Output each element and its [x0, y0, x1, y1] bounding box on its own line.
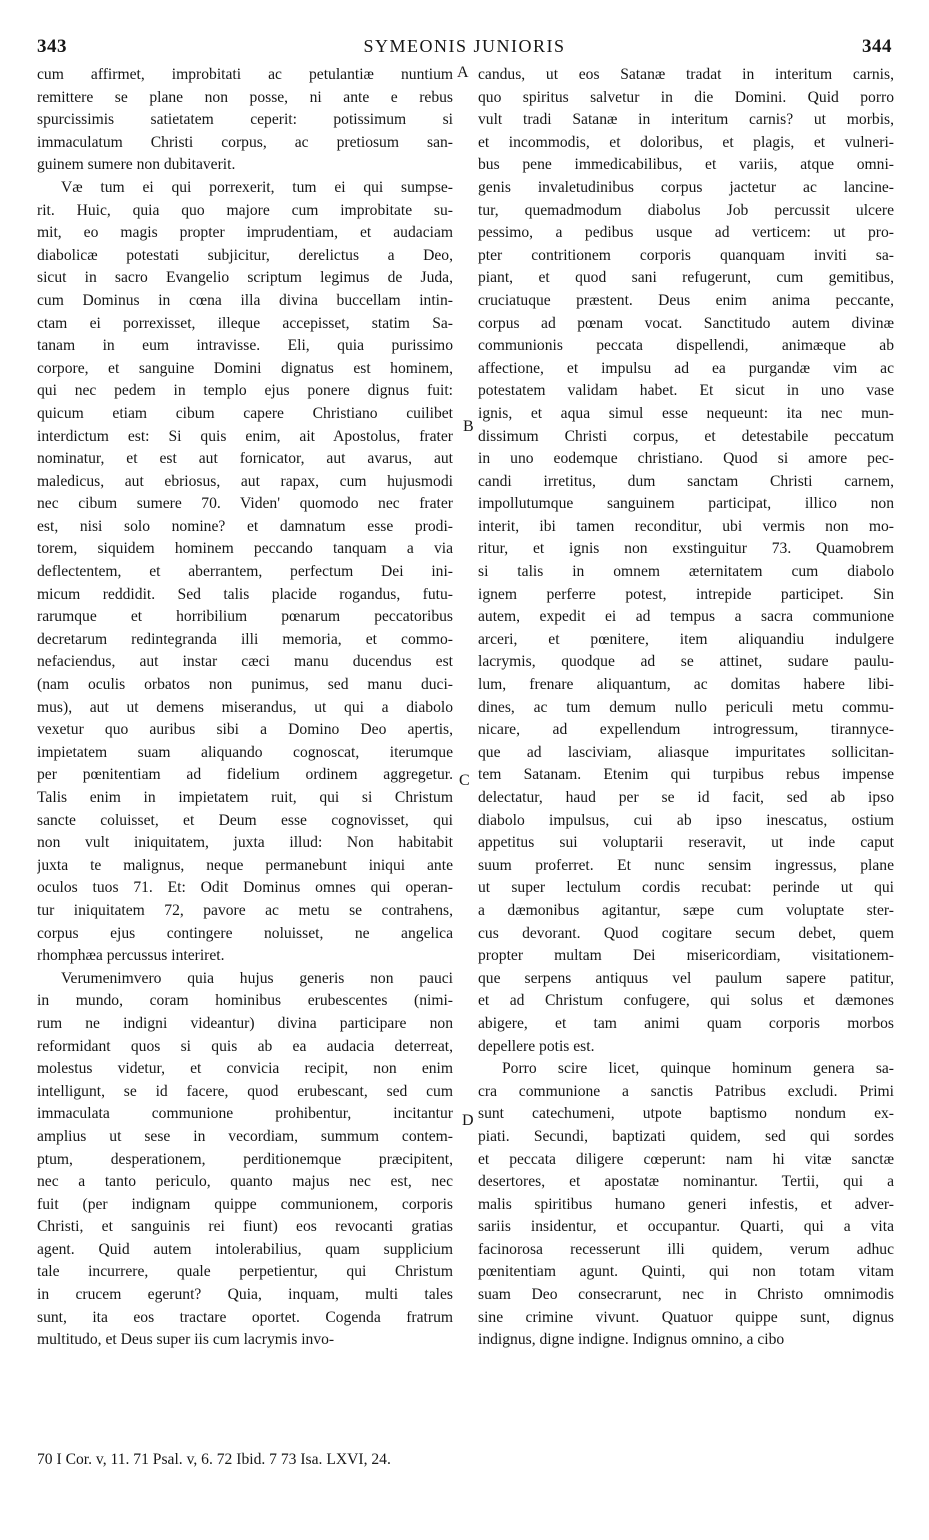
- text-line: multitudo, et Deus super iis cum lacrymis invo-: [37, 1331, 335, 1349]
- text-line: diabolicæ potestati subjicitur, derelictus a Deo,: [37, 246, 453, 264]
- text-line: pœnitentiam agunt. Quinti, qui non totam vitam: [478, 1263, 894, 1281]
- text-line: tanam in eum intravisse. Eli, quia purissimo: [37, 337, 453, 355]
- text-line: reformidant quos si quis ab ea audacia deterreat,: [37, 1037, 453, 1055]
- text-line: arceri, et pœnitere, item aliquandiu indulgere: [478, 630, 894, 648]
- text-line: quo spiritus salvetur in die Domini. Quid porro: [478, 88, 894, 106]
- text-line: que serpens antiquus vel paulum sapere patitur,: [478, 969, 894, 987]
- text-line: lum, frenare aliquantum, ac domitas habere libi-: [478, 676, 894, 694]
- text-line: desertores, et apostatæ nominantur. Tertii, qui a: [478, 1173, 894, 1191]
- text-line: nec a tanto periculo, quanto majus nec est, nec: [37, 1173, 453, 1191]
- text-line: est, nisi solo nomine? et damnatum esse prodi-: [37, 517, 453, 535]
- text-line: micum reddidit. Sed talis placide rogandus, futu-: [37, 585, 453, 603]
- footnotes: 70 I Cor. v, 11. 71 Psal. v, 6. 72 Ibid. 7 73 Isa. LXVI, 24.: [37, 1451, 391, 1468]
- text-line: abigere, et tam animi quam corporis morbos: [478, 1014, 894, 1032]
- text-line: non vult iniquitatem, juxta illud: Non habitabit: [37, 834, 453, 852]
- text-line: bus pene immedicabilibus, et variis, atque omni-: [478, 156, 894, 174]
- text-line: (nam oculis orbatos non punimus, sed manu duci-: [37, 676, 453, 694]
- text-line: genis invaletudinibus corpus jactetur ac lancine-: [478, 178, 894, 196]
- text-line: pter contritionem corporis quanquam inviti sa-: [478, 246, 894, 264]
- text-line: vult tradi Satanæ in interitum carnis? ut morbis,: [478, 111, 894, 129]
- text-line: mus), aut ut demens miserandus, ut qui a diabolo: [37, 698, 453, 716]
- margin-marker-a: A: [457, 64, 469, 81]
- text-line: tur iniquitatem 72, pavore ac metu se contrahens,: [37, 901, 453, 919]
- text-line: spurcissimis satietatem ceperit: potissimum si: [37, 111, 453, 129]
- text-line: ptum, desperationem, perditionemque præcipitent,: [37, 1150, 453, 1168]
- text-line: malis spiritibus humano generi infestis, et adver-: [478, 1195, 894, 1213]
- text-line: et ad Christum confugere, qui solus et dæmones: [478, 992, 894, 1010]
- text-line: Talis enim in impietatem ruit, qui si Christum: [37, 789, 453, 806]
- text-line: mit, eo magis propter imprudentiam, et audaciam: [37, 224, 453, 242]
- text-line: cruciatuque præstent. Deus enim anima peccante,: [478, 291, 894, 309]
- text-line: Væ tum ei qui porrexerit, tum ei qui sumpse-: [61, 178, 453, 196]
- text-line: a dæmonibus agitantur, sæpe cum voluptate ster-: [478, 901, 894, 919]
- text-line: ritur, et ignis non exstinguitur 73. Quamobrem: [478, 540, 894, 558]
- text-line: affectione, et impulsu ad ea purgandæ vim ac: [478, 359, 894, 377]
- running-title: SYMEONIS JUNIORIS: [363, 36, 566, 56]
- text-line: Verumenimvero quia hujus generis non pauci: [61, 969, 453, 987]
- text-line: vexetur quo auribus sibi a Domino Deo apertis,: [37, 721, 453, 739]
- text-line: dines, ac tum demum nullo periculi metu commu-: [478, 698, 894, 716]
- page-number-right: 344: [862, 36, 892, 57]
- right-column: [478, 64, 894, 1352]
- text-line: Porro scire licet, quinque hominum genera sa-: [502, 1060, 894, 1078]
- text-line: intelligunt, se id facere, quod erubescant, sed cum: [37, 1082, 453, 1100]
- text-line: rhomphæa percussus interiret.: [37, 947, 225, 965]
- margin-marker-c: C: [459, 772, 470, 789]
- text-line: autem, expedit ei ad tempus a sacra communione: [478, 608, 894, 626]
- text-line: sine crimine vivunt. Quatuor quippe sunt, dignus: [478, 1308, 894, 1326]
- text-line: ignis, et aqua simul esse nequeunt: ita nec mun-: [478, 404, 894, 422]
- text-line: piant, et quod sani refugerunt, cum gemitibus,: [478, 269, 894, 287]
- text-line: molestus videtur, et convicia recipit, non enim: [37, 1060, 453, 1078]
- text-line: nefaciendus, aut instar cæci manu ducendus est: [37, 653, 453, 671]
- text-line: Christi, et sanguinis rei fiunt) eos revocanti gratias: [37, 1218, 453, 1236]
- text-line: dissimum Christi corpus, et detestabile peccatum: [478, 427, 894, 445]
- text-line: ignem perferre potest, intrepide participet. Sin: [478, 585, 894, 603]
- text-line: maledicus, aut ebriosus, aut rapax, cum hujusmodi: [37, 472, 453, 490]
- text-line: candus, ut eos Satanæ tradat in interitum carnis,: [478, 66, 894, 83]
- text-line: sunt, ita eos tractare oportet. Cogenda fratrum: [37, 1308, 453, 1326]
- text-line: lacrymis, quodque ad se attinet, sudare paulu-: [478, 653, 894, 671]
- left-column: [37, 64, 453, 1352]
- text-line: deflectentem, et aberrantem, perfectum Dei ini-: [37, 563, 453, 581]
- text-line: rarumque et horribilium pœnarum peccatoribus: [37, 608, 453, 626]
- text-line: depellere potis est.: [478, 1037, 595, 1055]
- text-line: cum Dominus in cœna illa divina buccellam intin-: [37, 291, 453, 309]
- text-line: cra communione a sanctis Patribus excludi. Primi: [478, 1082, 894, 1100]
- page-number-left: 343: [37, 36, 67, 57]
- text-line: propter multam Dei misericordiam, visitationem-: [478, 947, 894, 965]
- text-line: communionis peccata dispellendi, animæque ab: [478, 337, 894, 355]
- text-line: qui nec pedem in templo ejus ponere dignus fuit:: [37, 382, 453, 400]
- text-line: oculos tuos 71. Et: Odit Dominus omnes qui operan-: [37, 879, 453, 897]
- text-line: suum proferret. Et nunc sensim ingressus, plane: [478, 856, 894, 874]
- margin-marker-b: B: [463, 418, 474, 435]
- text-line: in crucem egerunt? Quia, inquam, multi tales: [37, 1286, 453, 1304]
- text-line: delectatur, haud per se id facit, sed ab ipso: [478, 789, 894, 806]
- text-line: ut super lectulum cordis recubat: perinde ut qui: [478, 879, 894, 897]
- text-line: interit, ibi tamen reconditur, ubi vermis non mo-: [478, 517, 894, 535]
- text-line: torem, siquidem hominem peccando tanquam a via: [37, 540, 453, 558]
- text-line: et peccata diligere cœperunt: nam hi vitæ sanctæ: [478, 1150, 894, 1168]
- text-line: remittere se plane non posse, ni ante e rebus: [37, 88, 453, 106]
- text-line: tale incurrere, quale perpetientur, qui Christum: [37, 1263, 453, 1281]
- text-line: sicut in sacro Evangelio scriptum legimus de Juda,: [37, 269, 453, 287]
- text-line: nec cibum sumere 70. Viden' quomodo nec frater: [37, 495, 453, 513]
- text-line: appetitus sui voluptarii reseravit, ut inde caput: [478, 834, 894, 852]
- text-line: agent. Quid autem intolerabilius, quam supplicium: [37, 1240, 453, 1258]
- text-line: que ad lasciviam, aliasque impuritates sollicitan-: [478, 743, 894, 761]
- text-line: fuit (per indignam quippe communionem, corporis: [37, 1195, 453, 1213]
- text-line: corpore, et sanguine Domini dignatus est hominem,: [37, 359, 453, 377]
- text-line: impollutumque sanguinem participat, illico non: [478, 495, 894, 513]
- text-line: guinem sumere non dubitaverit.: [37, 156, 236, 174]
- text-line: immaculata communione prohibentur, incitantur: [37, 1105, 453, 1123]
- text-line: rit. Huic, quia quo majore cum improbitate su-: [37, 201, 453, 219]
- text-line: si talis in omnem æternitatem cum diabolo: [478, 563, 894, 581]
- text-line: amplius ut sese in vecordiam, summum contem-: [37, 1127, 453, 1145]
- text-line: decretarum redintegranda illi memoria, et commo-: [37, 630, 453, 648]
- text-line: corpus ad pœnam vocat. Sanctitudo autem divinæ: [478, 314, 894, 332]
- text-line: pessimo, a pedibus usque ad verticem: ut pro-: [478, 224, 894, 242]
- text-line: corpus ejus contingere noluisset, ne angelica: [37, 924, 453, 942]
- text-line: facinorosa recesserunt illi quidem, verum adhuc: [478, 1240, 894, 1258]
- text-line: quicum etiam cibum capere Christiano cuilibet: [37, 404, 453, 422]
- text-line: nicare, ad expellendum introgressum, tirannyce-: [478, 721, 894, 739]
- text-line: indignus, digne indigne. Indignus omnino, a cibo: [478, 1331, 785, 1349]
- text-line: in uno eodemque christiano. Quod si amore pec-: [478, 450, 894, 468]
- text-line: per pœnitentiam ad fidelium ordinem aggregetur.: [37, 766, 453, 784]
- text-line: nominatur, et est aut fornicator, aut avarus, aut: [37, 450, 453, 468]
- text-line: piati. Secundi, baptizati quidem, sed qui sordes: [478, 1127, 894, 1145]
- text-line: cus devorant. Quod cogitare secum debet, quem: [478, 924, 894, 942]
- text-line: potestatem validam habet. Et sicut in uno vase: [478, 382, 894, 400]
- text-line: in mundo, coram hominibus erubescentes (nimi-: [37, 992, 453, 1010]
- text-line: sunt catechumeni, utpote baptismo nondum ex-: [478, 1105, 894, 1123]
- text-line: juxta te malignus, neque permanebunt iniqui ante: [37, 856, 453, 874]
- text-line: et incommodis, et doloribus, et plagis, et vulneri-: [478, 133, 894, 151]
- text-line: tur, quemadmodum diabolus Job percussit ulcere: [478, 201, 894, 219]
- text-line: sancte coluisset, et Deum esse cognovisset, qui: [37, 811, 453, 829]
- margin-marker-d: D: [462, 1112, 474, 1129]
- text-line: impietatem suam aliquando cognoscat, iterumque: [37, 743, 453, 761]
- text-line: sariis insidentur, et occupantur. Quarti, qui a vita: [478, 1218, 894, 1236]
- text-line: immaculatum Christi corpus, ac pretiosum san-: [37, 133, 453, 151]
- text-line: interdictum est: Si quis enim, ait Apostolus, frater: [37, 427, 453, 445]
- text-line: tem Satanam. Etenim qui turpibus rebus impense: [478, 766, 894, 784]
- text-line: cum affirmet, improbitati ac petulantiæ nuntium: [37, 66, 453, 83]
- text-line: candi irretitus, dum sanctam Christi carnem,: [478, 472, 894, 490]
- text-line: diabolo impulsus, cui ab ipso inescatus, ostium: [478, 811, 894, 829]
- text-line: rum ne indigni videantur) divina participare non: [37, 1014, 453, 1032]
- text-line: suam Deo consecrarunt, nec in Christo omnimodis: [478, 1286, 894, 1304]
- text-line: ctam ei porrexisset, illeque accepisset, statim Sa-: [37, 314, 453, 332]
